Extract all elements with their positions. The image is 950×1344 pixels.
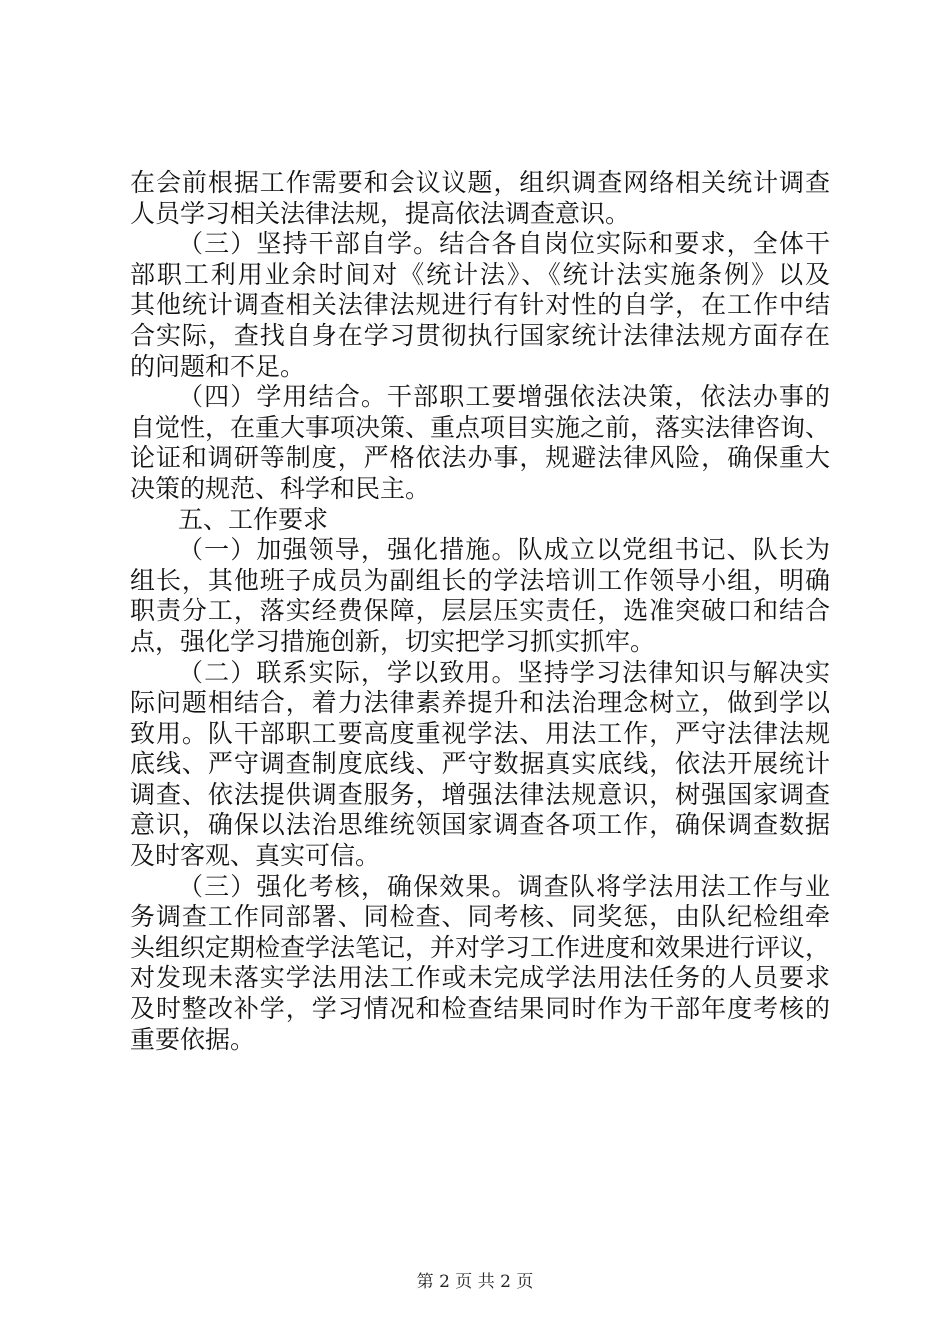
text-line: 自觉性，在重大事项决策、重点项目实施之前，落实法律咨询、 (130, 412, 831, 442)
text-line: 论证和调研等制度，严格依法办事，规避法律风险，确保重大 (130, 443, 830, 473)
text-line: 底线、严守调查制度底线、严守数据真实底线，依法开展统计 (130, 749, 830, 779)
text-line: 部职工利用业余时间对《统计法》、《统计法实施条例》以及 (130, 259, 830, 289)
text-line: 致用。队干部职工要高度重视学法、用法工作，严守法律法规 (130, 718, 830, 748)
paragraph (130, 658, 830, 872)
paragraph (130, 872, 830, 1056)
text-line: 务调查工作同部署、同检查、同考核、同奖惩，由队纪检组牵 (130, 902, 830, 932)
paragraph (130, 168, 830, 229)
text-line: 点，强化学习措施创新，切实把学习抓实抓牢。 (130, 626, 656, 656)
text-line: 的问题和不足。 (130, 351, 306, 381)
text-line: 重要依据。 (130, 1024, 256, 1054)
text-line: 及时客观、真实可信。 (130, 841, 381, 871)
text-line: （四）学用结合。干部职工要增强依法决策，依法办事的 (178, 382, 830, 412)
text-line: 职责分工，落实经费保障，层层压实责任，选准突破口和结合 (130, 596, 830, 626)
text-line: 人员学习相关法律法规，提高依法调查意识。 (130, 198, 631, 228)
text-line: 组长，其他班子成员为副组长的学法培训工作领导小组，明确 (130, 565, 830, 595)
text-line: 意识，确保以法治思维统领国家调查各项工作，确保调查数据 (130, 810, 830, 840)
document-body (130, 168, 830, 1055)
text-line: 及时整改补学，学习情况和检查结果同时作为干部年度考核的 (130, 994, 830, 1024)
text-line: 对发现未落实学法用法工作或未完成学法用法任务的人员要求 (130, 963, 830, 993)
paragraph (130, 229, 830, 382)
text-line: 调查、依法提供调查服务，增强法律法规意识，树强国家调查 (130, 779, 830, 809)
text-line: （一）加强领导，强化措施。队成立以党组书记、队长为 (178, 535, 830, 565)
text-line: 际问题相结合，着力法律素养提升和法治理念树立，做到学以 (130, 688, 830, 718)
heading-text: 五、工作要求 (178, 504, 329, 534)
paragraph (130, 382, 830, 504)
text-line: （二）联系实际，学以致用。坚持学习法律知识与解决实 (178, 657, 830, 687)
section-heading (130, 505, 830, 536)
text-line: 决策的规范、科学和民主。 (130, 473, 431, 503)
text-line: 在会前根据工作需要和会议议题，组织调查网络相关统计调查 (130, 168, 830, 197)
text-line: （三）坚持干部自学。结合各自岗位实际和要求，全体干 (178, 229, 830, 259)
text-line: （三）强化考核，确保效果。调查队将学法用法工作与业 (178, 871, 830, 901)
text-line: 合实际，查找自身在学习贯彻执行国家统计法律法规方面存在 (130, 320, 830, 350)
paragraph (130, 535, 830, 657)
page-footer: 第 2 页 共 2 页 (416, 1272, 534, 1292)
text-line: 头组织定期检查学法笔记，并对学习工作进度和效果进行评议， (130, 932, 831, 962)
text-line: 其他统计调查相关法律法规进行有针对性的自学，在工作中结 (130, 290, 830, 320)
